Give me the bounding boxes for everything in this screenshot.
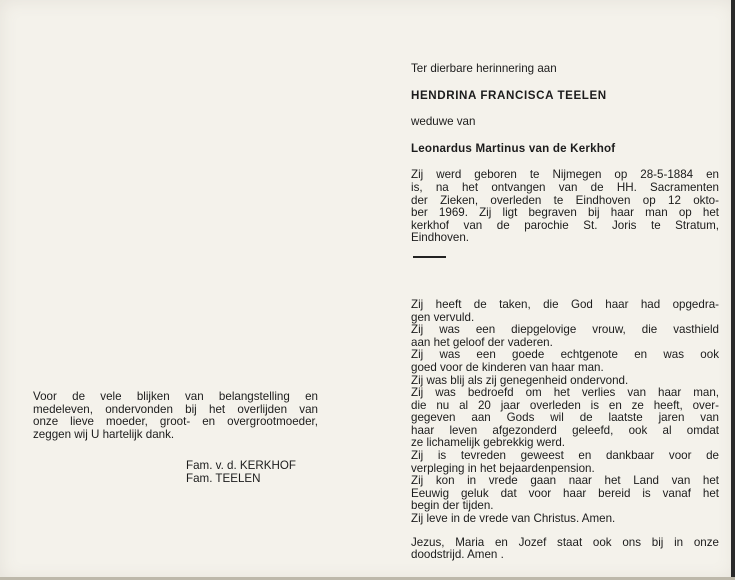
bio-line: kerkhof van de parochie St. Joris te Stratum, xyxy=(411,219,719,232)
verse-line: Zij was een goede echtgenote en was ook xyxy=(411,349,719,362)
verse-line: Zij kon in vrede gaan naar het Land van het xyxy=(411,475,719,488)
verse-line: Zij was blij als zij genegenheid ondervond. xyxy=(411,374,629,387)
verse-line: verpleging in het bejaardenpension. xyxy=(411,462,595,475)
intro-line: Ter dierbare herinnering aan xyxy=(411,63,557,75)
verse-line: ze lichamelijk gebrekkig werd. xyxy=(411,437,566,450)
biography-paragraph xyxy=(411,169,719,245)
verse-line: haar leven afgezonderd geleefd, ook al omdat xyxy=(411,424,719,437)
bio-line: is, na het ontvangen van de HH. Sacramenten xyxy=(411,181,719,194)
card-edge-right xyxy=(731,0,735,580)
husband-name: Leonardus Martinus van de Kerkhof xyxy=(411,142,616,155)
verse-line: aan het geloof der vaderen. xyxy=(411,336,553,349)
bio-line: ber 1969. Zij ligt begraven bij haar man op het xyxy=(411,207,719,220)
thanks-line: Voor de vele blijken van belangstelling en xyxy=(33,391,318,403)
verse-line: Zij was bedroefd om het verlies van haar man, xyxy=(411,387,719,400)
signature-teelen: Fam. TEELEN xyxy=(186,472,261,485)
verse-paragraph xyxy=(411,299,719,526)
memorial-text-column xyxy=(411,63,719,562)
widow-of-line: weduwe van xyxy=(411,116,476,129)
verse-line: gen vervuld. xyxy=(411,311,475,324)
thanks-line: onze lieve moeder, groot- en overgrootmoeder, xyxy=(33,416,318,429)
bio-line: Zij werd geboren te Nijmegen op 28-5-1884 en xyxy=(411,169,719,182)
prayer-line: Jezus, Maria en Jozef staat ook ons bij in onze xyxy=(411,536,719,549)
thanks-paragraph xyxy=(33,391,318,441)
thanks-line: zeggen wij U hartelijk dank. xyxy=(33,428,175,441)
verse-line: goed voor de kinderen van haar man. xyxy=(411,361,604,374)
verse-line: Eeuwig geluk dat voor haar bereid is vanaf het xyxy=(411,487,719,500)
verse-line: begin der tijden. xyxy=(411,500,494,513)
prayer-paragraph xyxy=(411,537,719,562)
verse-line: Zij was een diepgelovige vrouw, die vasthield xyxy=(411,324,719,337)
deceased-name: HENDRINA FRANCISCA TEELEN xyxy=(411,89,607,102)
verse-line: Zij leve in de vrede van Christus. Amen. xyxy=(411,513,616,526)
verse-line: die nu al 20 jaar overleden is en ze heeft, over- xyxy=(411,399,719,412)
thanks-line: medeleven, ondervonden bij het overlijden van xyxy=(33,403,318,416)
verse-line: Zij is tevreden geweest en dankbaar voor de xyxy=(411,450,719,463)
verse-line: gegeven aan Gods wil de laatste jaren van xyxy=(411,412,719,425)
verse-line: Zij heeft de taken, die God haar had opgedra- xyxy=(411,298,719,311)
bio-line: der Zieken, overleden te Eindhoven op 12 okto- xyxy=(411,194,719,207)
prayer-line: doodstrijd. Amen . xyxy=(411,549,504,562)
family-signatures xyxy=(186,460,296,485)
bio-line: Eindhoven. xyxy=(411,232,470,245)
signature-kerkhof: Fam. v. d. KERKHOF xyxy=(186,460,296,472)
